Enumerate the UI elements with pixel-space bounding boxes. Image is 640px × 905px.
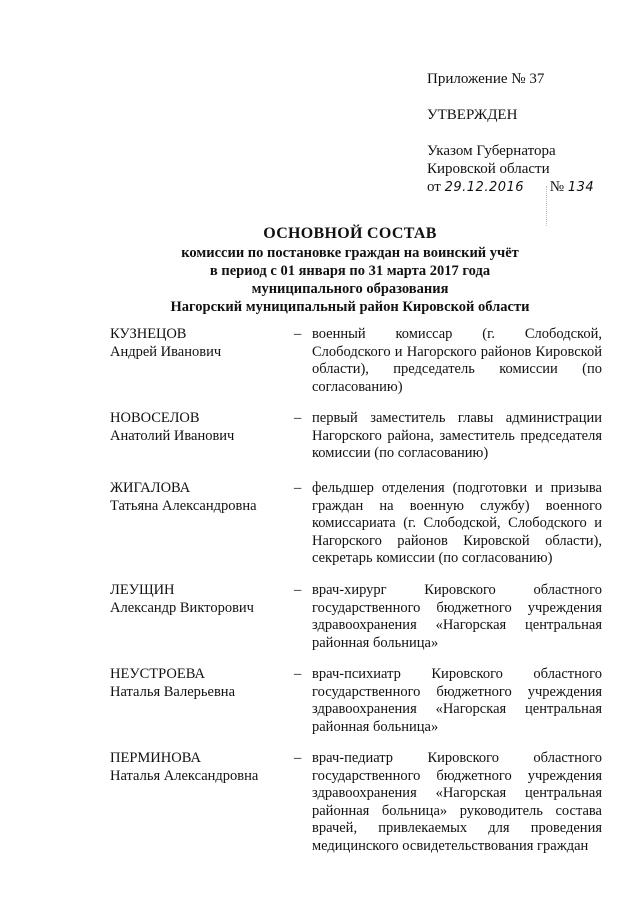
dash-separator: –	[294, 326, 302, 342]
number-label: №	[549, 179, 565, 195]
title-line4: Нагорский муниципальный район Кировской области	[170, 299, 530, 315]
list-item	[110, 480, 602, 582]
dash-separator: –	[294, 410, 302, 426]
title-line1: комиссии по постановке граждан на воинский учёт	[181, 245, 519, 261]
member-surname: ЛЕУЩИН	[110, 582, 175, 598]
approval-block	[427, 70, 627, 197]
title-line3: муниципального образования	[251, 281, 449, 297]
approved-label: УТВЕРЖДЕН	[427, 107, 518, 123]
member-surname: НОВОСЕЛОВ	[110, 410, 200, 426]
member-given-name: Наталья Александровна	[110, 767, 259, 784]
member-name	[110, 750, 295, 785]
member-surname: КУЗНЕЦОВ	[110, 326, 187, 342]
list-item	[110, 750, 602, 870]
dash-separator: –	[294, 582, 302, 598]
order-line	[427, 178, 627, 197]
member-name	[110, 410, 295, 445]
dash-separator: –	[294, 750, 302, 766]
title-main: ОСНОВНОЙ СОСТАВ	[263, 225, 437, 242]
handwritten-date: 29.12.2016	[444, 180, 525, 195]
appendix-number: Приложение № 37	[427, 71, 545, 87]
member-name	[110, 326, 295, 361]
date-prefix: от	[427, 179, 441, 195]
member-name	[110, 582, 295, 617]
scan-artifact-line	[546, 186, 548, 226]
member-role: военный комиссар (г. Слободской, Слободского и Нагорского районов Кировской области), председатель комиссии (по согласованию)	[312, 326, 602, 395]
dash-separator: –	[294, 666, 302, 682]
member-given-name: Александр Викторович	[110, 599, 254, 616]
document-title	[100, 224, 600, 316]
member-list	[110, 326, 602, 870]
list-item	[110, 666, 602, 750]
approved-by-line1: Указом Губернатора	[427, 143, 556, 159]
member-surname: НЕУСТРОЕВА	[110, 666, 205, 682]
member-name	[110, 480, 295, 515]
member-role: первый заместитель главы администрации Нагорского района, заместитель председателя комиссии (по согласованию)	[312, 410, 602, 461]
member-role: врач-психиатр Кировского областного государственного бюджетного учреждения здравоохранения «Нагорская центральная районная больница»	[312, 666, 602, 735]
approved-by-line2: Кировской области	[427, 161, 550, 177]
member-given-name: Анатолий Иванович	[110, 427, 235, 444]
list-item	[110, 410, 602, 480]
list-item	[110, 582, 602, 666]
member-role: врач-хирург Кировского областного государственного бюджетного учреждения здравоохранения «Нагорская центральная районная больница»	[312, 582, 602, 651]
member-given-name: Андрей Иванович	[110, 343, 222, 360]
member-given-name: Татьяна Александровна	[110, 497, 257, 514]
member-surname: ПЕРМИНОВА	[110, 750, 201, 766]
member-name	[110, 666, 295, 701]
dash-separator: –	[294, 480, 302, 496]
member-surname: ЖИГАЛОВА	[110, 480, 191, 496]
handwritten-number: 134	[567, 180, 595, 195]
member-given-name: Наталья Валерьевна	[110, 683, 235, 700]
list-item	[110, 326, 602, 410]
title-line2: в период с 01 января по 31 марта 2017 года	[209, 263, 491, 279]
member-role: фельдшер отделения (подготовки и призыва граждан на военную службу) военного комиссариата (г. Слободской, Слободского и Нагорского районов Кировской области), секретарь комиссии (по согласованию)	[312, 480, 602, 566]
member-role: врач-педиатр Кировского областного государственного бюджетного учреждения здравоохранения «Нагорская центральная районная больница» руководитель состава врачей, привлекаемых для проведения медицинского освидетельствования граждан	[312, 750, 602, 854]
